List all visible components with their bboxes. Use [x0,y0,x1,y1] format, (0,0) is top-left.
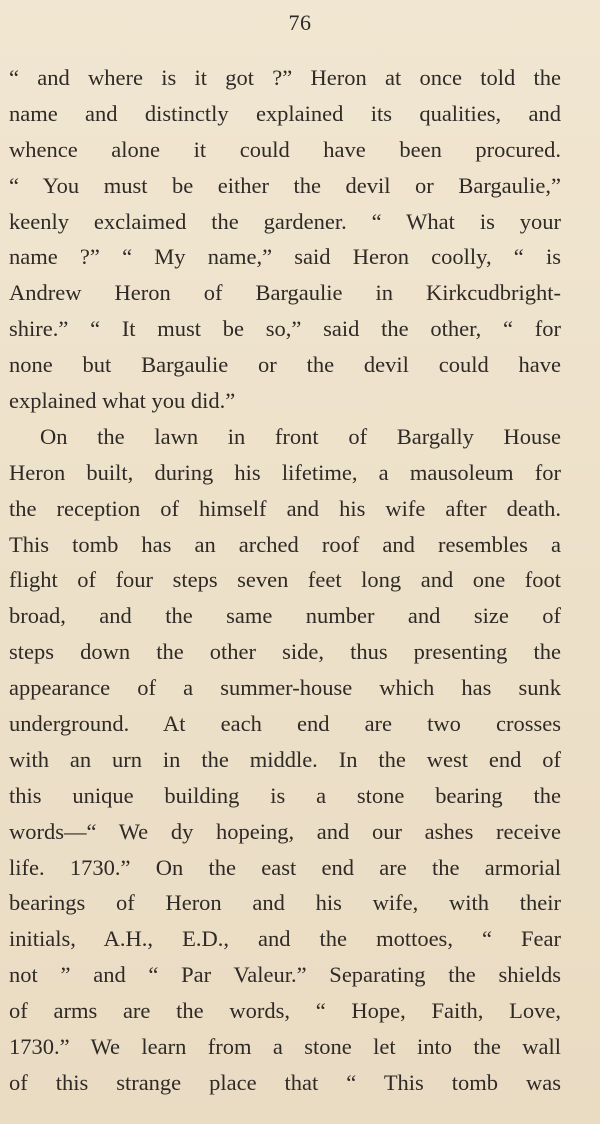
text-line: initials, A.H., E.D., and the mottoes, “ Fear [9,926,561,952]
text-line: none but Bargaulie or the devil could have [9,352,561,378]
text-line: 1730.” We learn from a stone let into the wall [9,1034,561,1060]
text-line: words—“ We dy hopeing, and our ashes receive [9,818,561,844]
text-line: appearance of a summer-house which has sunk [9,675,561,701]
text-line: On the lawn in front of Bargally House [40,423,561,449]
text-line: shire.” “ It must be so,” said the other, “ for [9,316,561,342]
text-line: underground. At each end are two crosses [9,711,561,737]
text-line: “ and where is it got ?” Heron at once told the [9,65,561,90]
text-line: name ?” “ My name,” said Heron coolly, “ is [9,244,561,270]
body-text [9,60,561,1101]
text-line: life. 1730.” On the east end are the armorial [9,854,561,880]
text-line: bearings of Heron and his wife, with their [9,890,561,916]
text-line: This tomb has an arched roof and resembles a [9,531,561,557]
text-line: whence alone it could have been procured. [9,136,561,162]
page-number: 76 [288,10,312,35]
text-line: Heron built, during his lifetime, a mausoleum for [9,459,561,485]
text-line: “ You must be either the devil or Bargaulie,” [9,172,561,198]
text-line: broad, and the same number and size of [9,603,561,629]
text-line: keenly exclaimed the gardener. “ What is your [9,208,561,234]
text-line: the reception of himself and his wife after death. [9,495,561,521]
text-line: steps down the other side, thus presenting the [9,639,561,665]
text-line: flight of four steps seven feet long and one foot [9,567,561,593]
text-line: of arms are the words, “ Hope, Faith, Love, [9,998,561,1024]
text-line: not ” and “ Par Valeur.” Separating the shields [9,962,561,988]
text-line: of this strange place that “ This tomb was [9,1069,561,1095]
text-line: with an urn in the middle. In the west end of [9,746,561,772]
text-line: this unique building is a stone bearing the [9,782,561,808]
text-line: name and distinctly explained its qualities, and [9,100,561,126]
text-line: Andrew Heron of Bargaulie in Kirkcudbright- [9,280,561,306]
text-line: explained what you did.” [9,388,236,414]
